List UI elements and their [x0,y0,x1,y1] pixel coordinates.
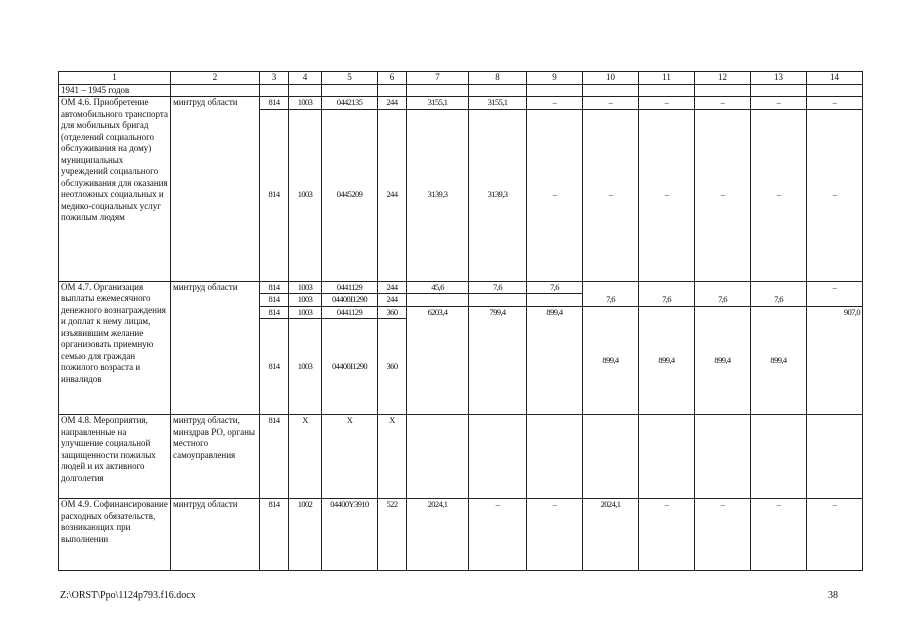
cell: 244 [378,294,407,307]
cell: – [639,499,695,571]
cell: 7,6 [583,281,639,306]
col-header: 11 [639,72,695,85]
col-header: 3 [260,72,289,85]
col-header: 14 [807,72,863,85]
cell: 360 [378,306,407,319]
cell: – [639,109,695,281]
cell: Х [322,415,378,499]
col-header: 13 [751,72,807,85]
cell: 814 [260,415,289,499]
col-header: 2 [171,72,260,85]
cell: 1003 [289,306,322,319]
cell: 1003 [289,281,322,294]
cell: 04400Y3910 [322,499,378,571]
executor: минтруд области [171,499,260,571]
cell: 7,6 [527,281,583,294]
cell: 7,6 [469,281,527,294]
executor: минтруд области, минздрав РО, органы местного самоуправления [171,415,260,499]
cell: 1003 [289,319,322,415]
col-header: 10 [583,72,639,85]
cell: – [807,97,863,110]
cell: – [469,499,527,571]
cell: – [527,97,583,110]
cell: Х [378,415,407,499]
cell: 814 [260,281,289,294]
cell: 0445209 [322,109,378,281]
col-header: 7 [407,72,469,85]
cell: 2024,1 [407,499,469,571]
era-label: 1941 – 1945 годов [59,84,171,97]
cell: – [751,109,807,281]
cell: 799,4 [469,306,527,415]
measure-title: ОМ 4.6. Приобретение автомобильного транспорта для мобильных бригад (отделений социального обслуживания на дому) муниципальных учреждений социального обслуживания для оказания неотложных социальных и медико-социальных услуг пожилым людям [59,97,171,282]
cell: – [807,109,863,281]
cell: 2024,1 [583,499,639,571]
cell: 7,6 [695,281,751,306]
cell: 0442135 [322,97,378,110]
col-header: 4 [289,72,322,85]
cell: – [583,97,639,110]
cell: 3155,1 [407,97,469,110]
col-header: 12 [695,72,751,85]
cell: – [807,499,863,571]
cell: – [527,109,583,281]
cell: 522 [378,499,407,571]
cell: 244 [378,97,407,110]
table-row [59,415,863,499]
cell: 899,4 [527,306,583,415]
table-row [59,97,863,110]
cell: 899,4 [639,306,695,415]
header-row [59,72,863,85]
cell: – [527,499,583,571]
era-row [59,84,863,97]
cell: 6203,4 [407,306,469,415]
cell: 0441129 [322,306,378,319]
col-header: 6 [378,72,407,85]
cell: 814 [260,499,289,571]
cell [469,294,527,307]
table-row [59,499,863,571]
cell: 814 [260,294,289,307]
cell: 814 [260,97,289,110]
cell: 1003 [289,97,322,110]
cell [407,294,469,307]
cell: 04400I1290 [322,319,378,415]
cell: 3139,3 [407,109,469,281]
cell: 814 [260,319,289,415]
cell: 7,6 [751,281,807,306]
cell: – [695,97,751,110]
cell: 244 [378,281,407,294]
budget-table [58,71,863,571]
col-header: 8 [469,72,527,85]
cell: 1003 [289,294,322,307]
table-row [59,281,863,294]
cell: 1003 [289,109,322,281]
col-header: 9 [527,72,583,85]
col-header: 1 [59,72,171,85]
measure-title: ОМ 4.9. Софинансирование расходных обязательств, возникающих при выполнении [59,499,171,571]
cell: – [583,109,639,281]
cell: 814 [260,109,289,281]
cell: 899,4 [751,306,807,415]
cell: Х [289,415,322,499]
cell: – [751,499,807,571]
measure-title: ОМ 4.7. Организация выплаты ежемесячного денежного вознаграждения и доплат к нему лицам, изъявившим желание организовать приемную семью для граждан пожилого возраста и инвалидов [59,281,171,415]
cell: 04400I1290 [322,294,378,307]
measure-title: ОМ 4.8. Мероприятия, направленные на улучшение социальной защищенности пожилых людей и их активного долголетия [59,415,171,499]
cell: 1002 [289,499,322,571]
cell: – [639,97,695,110]
cell: 3155,1 [469,97,527,110]
cell: 907,0 [807,306,863,415]
cell: – [751,97,807,110]
cell: 899,4 [583,306,639,415]
cell: – [695,109,751,281]
executor: минтруд области [171,97,260,282]
cell: – [695,499,751,571]
cell: 899,4 [695,306,751,415]
cell: 7,6 [639,281,695,306]
cell: 360 [378,319,407,415]
cell: 244 [378,109,407,281]
file-path-footer: Z:\ORST\Ppo\1124p793.f16.docx [60,590,196,601]
cell: 814 [260,306,289,319]
executor: минтруд области [171,281,260,415]
cell: 3139,3 [469,109,527,281]
cell: 0441129 [322,281,378,294]
cell: – [807,281,863,306]
page-number: 38 [828,590,838,601]
col-header: 5 [322,72,378,85]
cell: 45,6 [407,281,469,294]
cell [527,294,583,307]
